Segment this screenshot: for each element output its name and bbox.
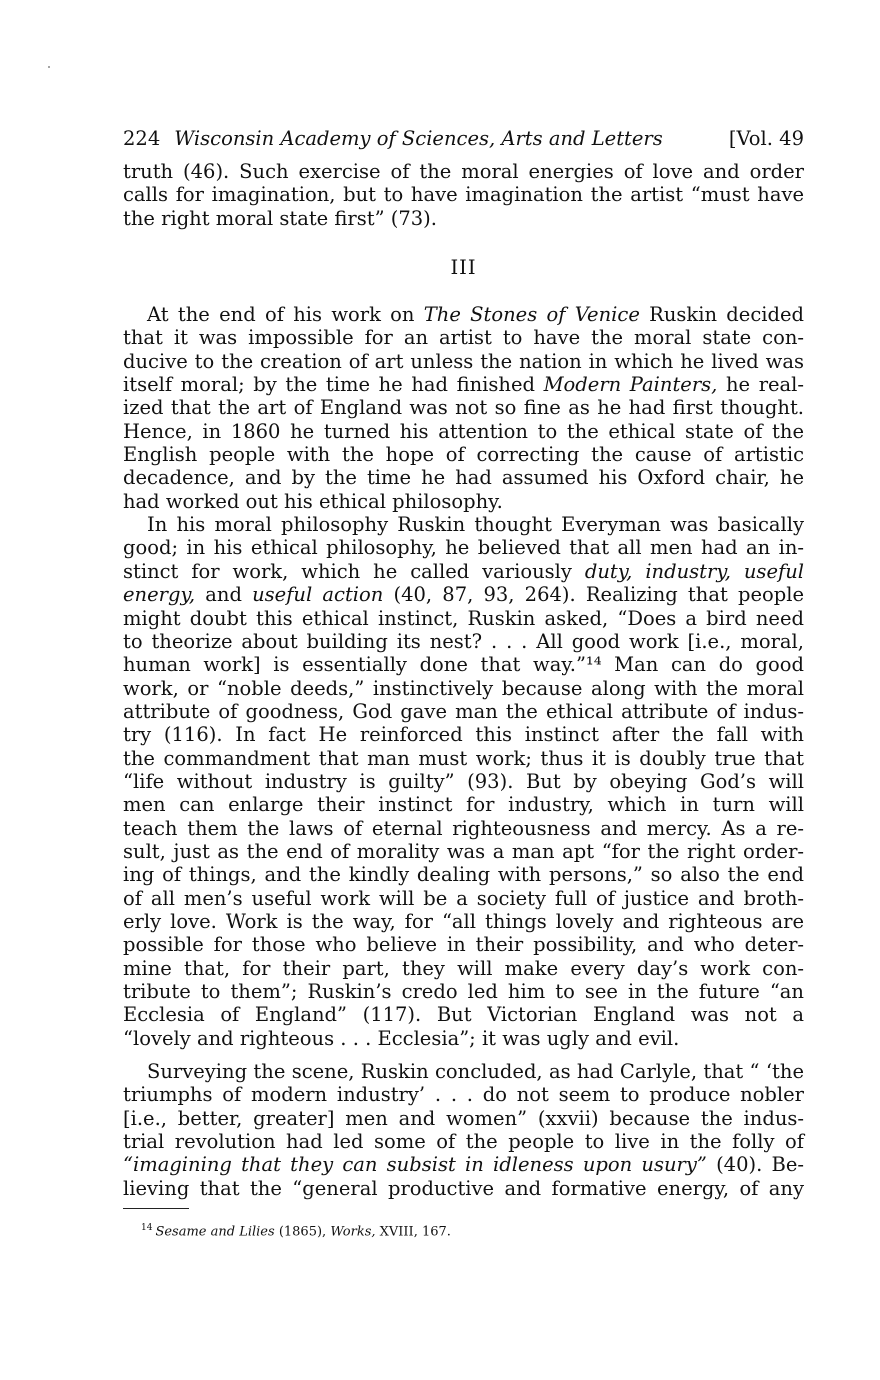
text-line: ing of things, and the kindly dealing with persons,” so also the end (123, 863, 804, 887)
italic-phrase: Modern Painters, (543, 373, 718, 397)
text-line: calls for imagination, but to have imagination the artist “must have (123, 183, 804, 207)
text-line: Hence, in 1860 he turned his attention to the ethical state of the (123, 419, 804, 443)
text-line: to theorize about building its nest? . . . All good work [i.e., moral, (123, 629, 804, 653)
italic-phrase: useful action (252, 583, 384, 607)
text-line: truth (46). Such exercise of the moral energies of love and order (123, 160, 804, 183)
text-line: teach them the laws of eternal righteousness and mercy. As a re- (123, 816, 804, 840)
text-line: of all men’s useful work will be a society full of justice and broth- (123, 886, 804, 910)
text-line: “lovely and righteous . . . Ecclesia”; it was ugly and evil. (123, 1026, 680, 1050)
italic-phrase: energy, (123, 583, 196, 607)
text-line: decadence, and by the time he had assumed his Oxford chair, he (123, 466, 804, 490)
text-line: men can enlarge their instinct for industry, which in turn will (123, 793, 804, 817)
page-body (123, 118, 804, 1241)
text-line: ized that the art of England was not so fine as he had first thought. (123, 396, 804, 420)
text-line: lieving that the “general productive and formative energy, of any (123, 1176, 804, 1200)
text-line: the commandment that man must work; thus it is doubly true that (123, 746, 804, 770)
journal-title: Wisconsin Academy of Sciences, Arts and Letters (174, 127, 663, 150)
paragraph-continuation (123, 160, 804, 230)
text-line: At the end of his work on The Stones of Venice Ruskin decided (147, 303, 804, 327)
italic-phrase: “imagining that they can subsist in idleness upon usury” (123, 1153, 707, 1177)
text-line: try (116). In fact He reinforced this instinct after the fall with (123, 723, 804, 747)
text-line: energy, and useful action (40, 87, 93, 264). Realizing that people (123, 583, 804, 607)
text-line: that it was impossible for an artist to have the moral state con- (123, 326, 804, 350)
text-line: trial revolution had led some of the people to live in the folly of (123, 1130, 804, 1154)
scan-speck (48, 66, 50, 68)
text-line: [i.e., better, greater] men and women” (xxvii) because the indus- (123, 1106, 804, 1130)
text-line: In his moral philosophy Ruskin thought Everyman was basically (147, 513, 804, 537)
footnote-reference: XVIII, 167. (375, 1224, 451, 1240)
paragraph (123, 303, 804, 513)
text-line: Ecclesia of England” (117). But Victorian England was not a (123, 1003, 804, 1027)
text-line: “life without industry is guilty” (93). But by obeying God’s will (123, 769, 804, 793)
text-line: triumphs of modern industry’ . . . do not seem to produce nobler (123, 1083, 804, 1107)
section-heading: III (450, 256, 477, 280)
text-line: might doubt this ethical instinct, Ruskin asked, “Does a bird need (123, 606, 804, 630)
italic-phrase: The Stones of Venice (423, 303, 640, 327)
text-line: tribute to them”; Ruskin’s credo led him to see in the future “an (123, 980, 804, 1003)
footnote-number: 14 (141, 1223, 153, 1234)
text-line: human work] is essentially done that way.”¹⁴ Man can do good (123, 653, 804, 677)
text-line: erly love. Work is the way, for “all things lovely and righteous are (123, 909, 804, 933)
text-line: work, or “noble deeds,” instinctively because along with the moral (123, 676, 804, 700)
footnote-year: (1865), (274, 1224, 331, 1240)
footnote-works: Works, (330, 1224, 376, 1240)
volume-label: [Vol. 49 (728, 127, 804, 150)
text-line: attribute of goodness, God gave man the ethical attribute of indus- (123, 699, 804, 723)
text-line: the right moral state first” (73). (123, 206, 437, 230)
paragraph (123, 1060, 804, 1200)
running-head (123, 118, 804, 160)
text-line: “imagining that they can subsist in idleness upon usury” (40). Be- (123, 1153, 804, 1177)
text-line: stinct for work, which he called variously duty, industry, useful (123, 559, 804, 583)
text-line: sult, just as the end of morality was a man apt “for the right order- (123, 839, 804, 863)
footnote-title: Sesame and Lilies (155, 1224, 275, 1240)
text-line: mine that, for their part, they will make every day’s work con- (123, 956, 804, 980)
italic-phrase: duty, industry, useful (584, 559, 804, 583)
text-line: good; in his ethical philosophy, he believed that all men had an in- (123, 536, 804, 560)
paragraph (123, 513, 804, 1050)
text-line: possible for those who believe in their possibility, and who deter- (123, 933, 804, 957)
text-line: Surveying the scene, Ruskin concluded, as had Carlyle, that “ ‘the (147, 1060, 804, 1084)
footnote (123, 1219, 804, 1241)
page-number: 224 (123, 127, 161, 150)
text-line: had worked out his ethical philosophy. (123, 489, 503, 513)
text-line: itself moral; by the time he had finished Modern Painters, he real- (123, 373, 805, 397)
text-line: ducive to the creation of art unless the nation in which he lived was (123, 349, 804, 373)
text-line: English people with the hope of correcting the cause of artistic (123, 443, 804, 467)
footnote-rule (123, 1208, 189, 1209)
